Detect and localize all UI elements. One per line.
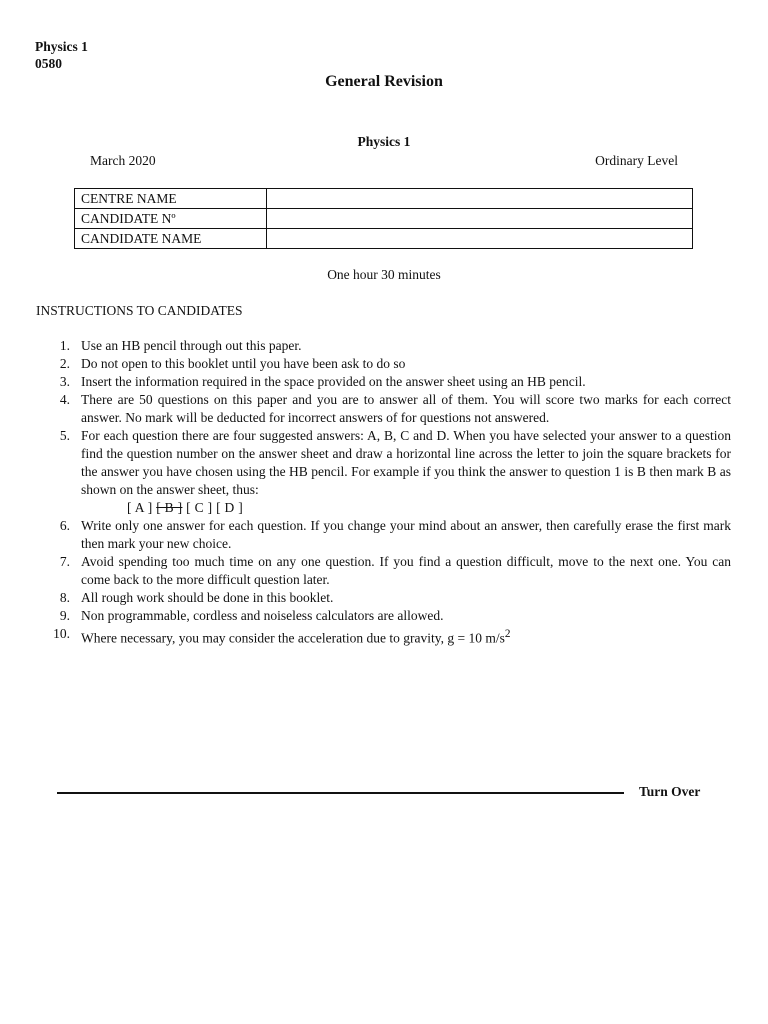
paper-code: 0580 xyxy=(35,56,62,71)
centre-name-label: CENTRE NAME xyxy=(75,189,267,209)
list-item xyxy=(56,589,731,607)
instructions-list xyxy=(53,337,731,648)
item-text: Use an HB pencil through out this paper. xyxy=(81,338,302,353)
item-number: 7. xyxy=(59,554,70,569)
item-number: 5. xyxy=(59,428,70,443)
footer-divider xyxy=(57,792,624,794)
superscript: 2 xyxy=(504,628,511,640)
item-number: 4. xyxy=(59,392,70,407)
centre-name-field[interactable] xyxy=(267,189,693,209)
exam-level: Ordinary Level xyxy=(595,153,678,168)
item-text: Avoid spending too much time on any one question. If you find a question difficult, move to the next one. You can come back to the more difficult question later. xyxy=(81,554,731,587)
list-item xyxy=(56,355,731,373)
list-item xyxy=(56,517,731,553)
item-text: There are 50 questions on this paper and you are to answer all of them. You will score two marks for each correct answer. No mark will be deducted for incorrect answers of for questions not answered. xyxy=(81,392,731,425)
item-text: Do not open to this booklet until you have been ask to do so xyxy=(81,356,406,371)
table-row xyxy=(75,209,693,229)
list-item xyxy=(56,553,731,589)
item-text: Non programmable, cordless and noiseless calculators are allowed. xyxy=(81,608,444,623)
list-item xyxy=(56,427,731,517)
exam-duration: One hour 30 minutes xyxy=(327,267,441,282)
example-option-c: [ C ] xyxy=(186,500,213,515)
answer-example xyxy=(81,499,731,517)
candidate-number-label: CANDIDATE Nº xyxy=(75,209,267,229)
subject-label: Physics 1 xyxy=(35,39,88,54)
item-text: Insert the information required in the space provided on the answer sheet using an HB pencil. xyxy=(81,374,586,389)
item-number: 3. xyxy=(59,374,70,389)
turn-over-label: Turn Over xyxy=(639,784,701,799)
candidate-name-field[interactable] xyxy=(267,229,693,249)
paper-name: Physics 1 xyxy=(357,134,411,149)
list-item xyxy=(56,373,731,391)
candidate-number-field[interactable] xyxy=(267,209,693,229)
table-row xyxy=(75,229,693,249)
list-item xyxy=(56,391,731,427)
item-text: Where necessary, you may consider the acceleration due to gravity, g = 10 m/s xyxy=(81,630,505,646)
item-number: 8. xyxy=(59,590,70,605)
item-number: 2. xyxy=(59,356,70,371)
item-number: 9. xyxy=(59,608,70,623)
item-text: For each question there are four suggested answers: A, B, C and D. When you have selected your answer to a question find the question number on the answer sheet and draw a horizontal line across the letter to join the square brackets for the answer you have chosen using the HB pencil. For example if you think the answer to question 1 is B then mark B as shown on the answer sheet, thus: xyxy=(81,428,731,497)
subject-code-block xyxy=(35,38,88,72)
item-text: All rough work should be done in this booklet. xyxy=(81,590,334,605)
item-number: 10. xyxy=(53,626,70,641)
example-option-d: [ D ] xyxy=(216,500,244,515)
example-option-b-marked: [ B ] xyxy=(156,500,183,515)
instructions-heading: INSTRUCTIONS TO CANDIDATES xyxy=(36,303,243,318)
candidate-info-table xyxy=(74,188,693,249)
example-option-a: [ A ] xyxy=(127,500,153,515)
item-number: 1. xyxy=(59,338,70,353)
list-item xyxy=(56,607,731,625)
item-number: 6. xyxy=(59,518,70,533)
list-item xyxy=(56,337,731,355)
item-text: Write only one answer for each question. If you change your mind about an answer, then carefully erase the first mark then mark your new choice. xyxy=(81,518,731,551)
page-title: General Revision xyxy=(325,73,443,90)
table-row xyxy=(75,189,693,209)
exam-date: March 2020 xyxy=(90,153,156,168)
candidate-name-label: CANDIDATE NAME xyxy=(75,229,267,249)
list-item xyxy=(53,625,731,648)
